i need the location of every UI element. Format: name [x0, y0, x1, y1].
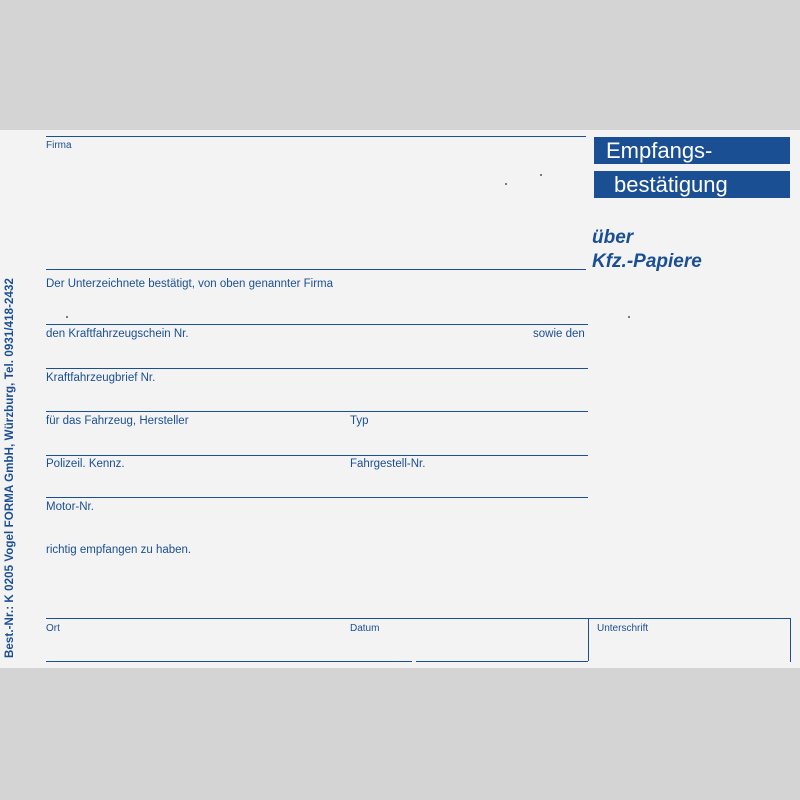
sowie-den-label: sowie den — [533, 328, 585, 340]
kfz-brief-line — [46, 368, 588, 369]
signature-box-right-edge — [790, 618, 791, 662]
kfz-brief-label: Kraftfahrzeugbrief Nr. — [46, 372, 156, 384]
firma-label: Firma — [46, 140, 72, 151]
subtitle-line-2: Kfz.-Papiere — [592, 251, 702, 272]
kfz-schein-label: den Kraftfahrzeugschein Nr. — [46, 328, 189, 340]
subtitle-line-1: über — [592, 227, 634, 248]
fahrgestell-label: Fahrgestell-Nr. — [350, 458, 426, 470]
paper-speck — [505, 183, 507, 185]
motor-label: Motor-Nr. — [46, 501, 94, 513]
paper-speck — [540, 174, 542, 176]
motor-line — [46, 497, 588, 498]
publisher-side-strip — [4, 258, 24, 658]
receipt-form — [0, 130, 800, 668]
firma-top-line — [46, 136, 586, 137]
typ-label: Typ — [350, 415, 369, 427]
intro-label: Der Unterzeichnete bestätigt, von oben genannter Firma — [46, 278, 334, 290]
ort-fill-line — [46, 661, 412, 662]
title-line-2: bestätigung — [594, 171, 790, 198]
kennz-line — [46, 455, 588, 456]
hersteller-line — [46, 411, 588, 412]
firma-fill-line — [46, 269, 586, 270]
hersteller-label: für das Fahrzeug, Hersteller — [46, 415, 189, 427]
paper-speck — [628, 316, 630, 318]
datum-fill-line — [416, 661, 588, 662]
ort-datum-top-line — [46, 618, 588, 619]
ort-label: Ort — [46, 623, 60, 634]
closing-text: richtig empfangen zu haben. — [46, 544, 192, 556]
paper-speck — [66, 316, 68, 318]
unterschrift-label: Unterschrift — [597, 623, 649, 634]
title-line-1: Empfangs- — [594, 137, 790, 164]
kennz-label: Polizeil. Kennz. — [46, 458, 125, 470]
datum-label: Datum — [350, 623, 380, 634]
kfz-schein-line — [46, 324, 588, 325]
publisher-imprint: Best.-Nr.: K 0205 Vogel FORMA GmbH, Würzburg, Tel. 0931/418-2432 — [4, 277, 16, 658]
